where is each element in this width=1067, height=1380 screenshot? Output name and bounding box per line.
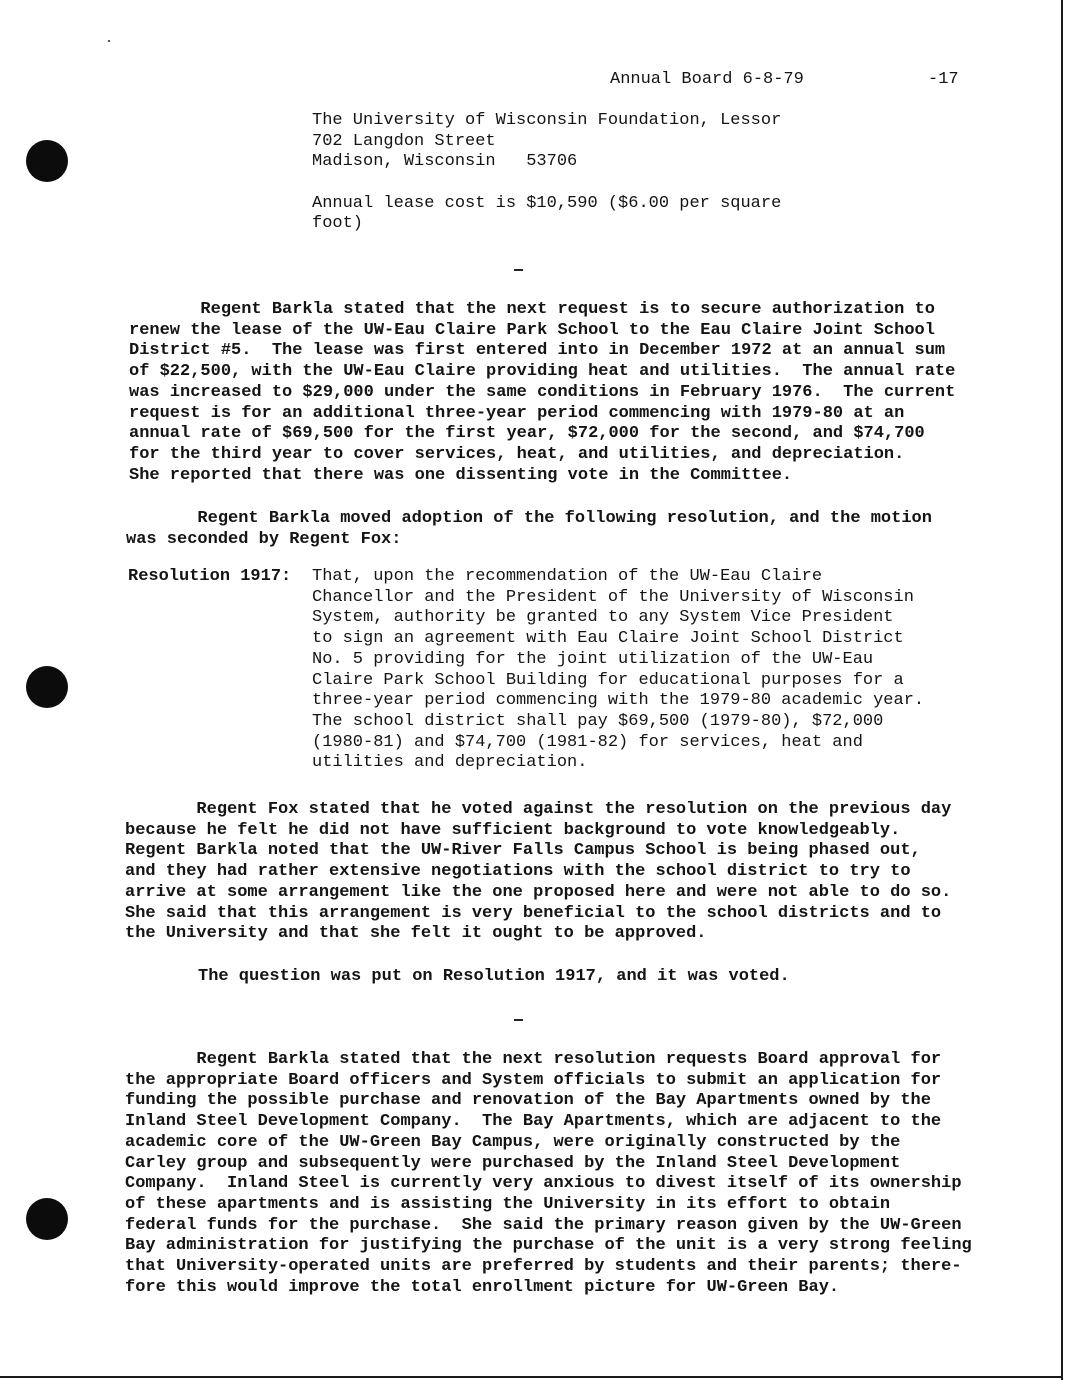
punch-hole: [26, 140, 68, 182]
scan-speck: [108, 40, 110, 42]
lease-cost-line: Annual lease cost is $10,590 ($6.00 per square: [312, 194, 782, 213]
page-edge-bottom: [0, 1376, 1063, 1378]
paragraph-motion: Regent Barkla moved adoption of the following resolution, and the motion was seconded by Regent Fox:: [126, 509, 932, 549]
resolution-text: That, upon the recommendation of the UW-Eau Claire Chancellor and the President of the University of Wisconsin System, authority be granted to any System Vice President to sign an agreement with Eau Claire Joint School District No. 5 providing for the joint utilization of the UW-Eau Claire Park School Building for educational purposes for a three-year period commencing with the 1979-80 academic year. The school district shall pay $69,500 (1979-80), $72,000 (1980-81) and $74,700 (1981-82) for services, heat and utilities and depreciation.: [312, 567, 925, 773]
lessor-street: 702 Langdon Street: [312, 132, 496, 151]
section-separator: [514, 269, 523, 271]
punch-hole: [26, 666, 68, 708]
paragraph-bay-apartments: Regent Barkla stated that the next resolution requests Board approval for the appropriate Board officers and System officials to submit an application for funding the possible purchase and renovation of the Bay Apartments owned by the Inland Steel Development Company. The Bay Apartments, which are adjacent to the academic core of the UW-Green Bay Campus, were originally constructed by the Carley group and subsequently were purchased by the Inland Steel Development Company. Inland Steel is currently very anxious to divest itself of its ownership of these apartments and is assisting the University in its effort to obtain federal funds for the purchase. She said the primary reason given by the UW-Green Bay administration for justifying the purchase of the unit is a very strong feeling that University-operated units are preferred by students and their parents; there- fore this would improve the total enrollment picture for UW-Green Bay.: [125, 1050, 972, 1297]
page-edge-right: [1061, 0, 1063, 1380]
lessor-name: The University of Wisconsin Foundation, Lessor: [312, 111, 782, 130]
lease-cost-line: foot): [312, 214, 364, 233]
paragraph-discussion: Regent Fox stated that he voted against the resolution on the previous day because he felt he did not have sufficient background to vote knowledgeably. Regent Barkla noted that the UW-River Falls Campus School is being phased out, and they had rather extensive negotiations with the school district to try to arrive at some arrangement like the one proposed here and were not able to do so. She said that this arrangement is very beneficial to the school districts and to the University and that she felt it ought to be approved.: [125, 800, 952, 944]
lessor-city: Madison, Wisconsin 53706: [312, 152, 578, 171]
document-header-title: Annual Board 6-8-79: [610, 70, 804, 89]
resolution-label: Resolution 1917:: [128, 567, 292, 586]
paragraph-lease-request: Regent Barkla stated that the next request is to secure authorization to renew the lease of the UW-Eau Claire Park School to the Eau Claire Joint School District #5. The lease was first entered into in December 1972 at an annual sum of $22,500, with the UW-Eau Claire providing heat and utilities. The annual rate was increased to $29,000 under the same conditions in February 1976. The current request is for an additional three-year period commencing with 1979-80 at an annual rate of $69,500 for the first year, $72,000 for the second, and $74,700 for the third year to cover services, heat, and utilities, and depreciation. She reported that there was one dissenting vote in the Committee.: [129, 300, 956, 485]
punch-hole: [26, 1198, 68, 1240]
paragraph-vote: The question was put on Resolution 1917, and it was voted.: [198, 967, 790, 986]
page-number: -17: [928, 70, 959, 89]
section-separator: [514, 1019, 523, 1021]
